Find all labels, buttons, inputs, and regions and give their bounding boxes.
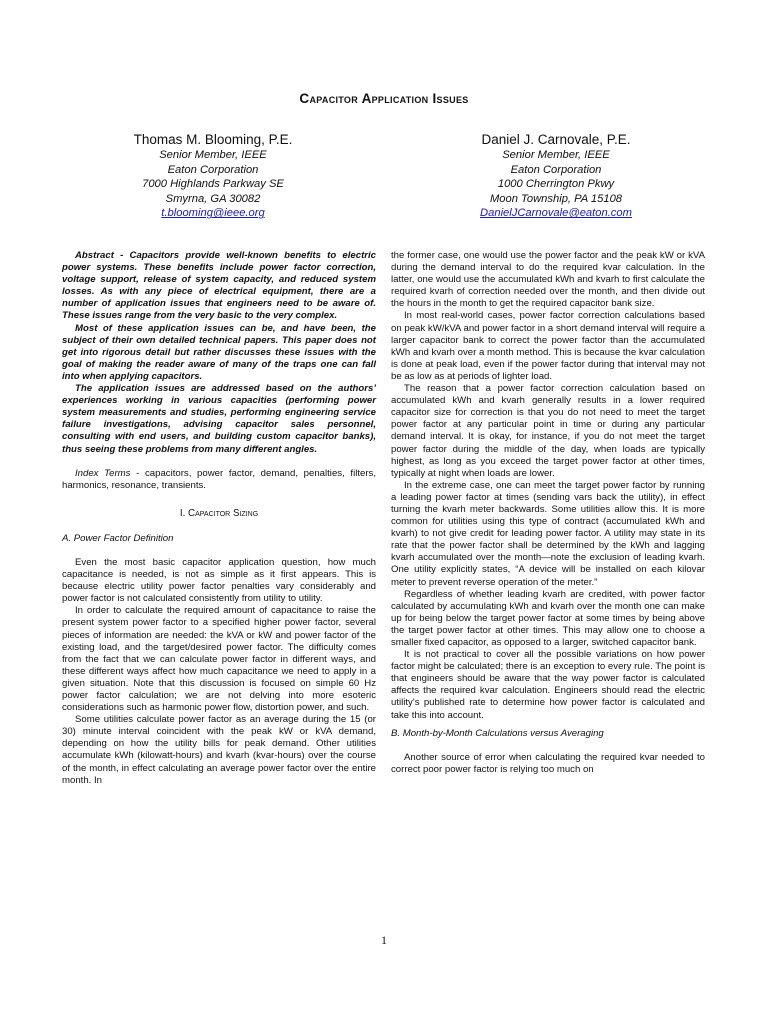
author-affiliation: Eaton Corporation xyxy=(510,163,602,176)
author-name: Thomas M. Blooming, P.E. xyxy=(133,132,293,147)
body-paragraph: In the extreme case, one can meet the target power factor by running a leading power factor at times (sending vars back the utility), in effect turning the kvarh meter backwards. Some utilities allow this. It is more common for utilities using this type of contract (accumulated kWh and kvarh) to not give credit for leading power factor. A utility may state in its rate that the power factor shall be determined by the kWh and lagging kvarh accumulated over the month—note the exclusion of leading kvarh. One utility explicitly states, “A device will be installed on each kilovar meter to prevent reverse operation of the meter.” xyxy=(391,479,705,588)
body-paragraph: In order to calculate the required amount of capacitance to raise the present system power factor to a specified higher power factor, several pieces of information are needed: the kVA or kW and power factor of the existing load, and the target/desired power factor. The difficulty comes from the fact that we can calculate power factor in different ways, and these different ways affect how much capacitance we need to apply in a given situation. Note that this discussion is focused on simple 60 Hz power factor calculation; we are not delving into more esoteric considerations such as harmonic power flow, distortion power, and such. xyxy=(62,605,376,714)
body-paragraph: Some utilities calculate power factor as an average during the 15 (or 30) minute interval coincident with the peak kW or kVA demand, depending on how the utility bills for peak demand. Other utilities accumulate kWh (kilowatt-hours) and kvarh (kvar-hours) over the course of the month, in effect calculating an average power factor over the entire month. In xyxy=(62,714,376,786)
author-address: 7000 Highlands Parkway SE xyxy=(142,178,284,191)
body-paragraph: In most real-world cases, power factor correction calculations based on peak kW/kVA and power factor in a short demand interval will require a larger capacitor bank to correct the power factor than the accumulated kWh and kvarh over a month method. This is because the kvar calculation is done at peak load, even if the power factor during that interval may not be as low as at periods of lighter load. xyxy=(391,310,705,382)
author-address: 1000 Cherrington Pkwy xyxy=(497,178,615,191)
author-email-link[interactable]: DanielJCarnovale@eaton.com xyxy=(480,207,632,220)
subsection-heading: A. Power Factor Definition xyxy=(62,532,174,544)
body-paragraph: It is not practical to cover all the possible variations on how power factor might be calculated; there is an exception to every rule. The point is that engineers should be aware that the way power factor is calculated affects the required kvar calculation. Engineers should read the electric utility's published rate to determine how power factor is calculated and take this into account. xyxy=(391,649,705,721)
author-affiliation: Eaton Corporation xyxy=(167,163,259,176)
author-city: Moon Township, PA 15108 xyxy=(489,192,623,205)
body-paragraph: Regardless of whether leading kvarh are credited, with power factor calculated by accumulating kWh and kvarh over the month one can make up for being below the target power factor at some times by being above the target power factor at other times. This may allow one to choose a smaller fixed capacitor, as opposed to a larger, switched capacitor bank. xyxy=(391,588,705,648)
abstract-paragraph: Most of these application issues can be, and have been, the subject of their own detailed technical papers. This paper does not get into rigorous detail but rather discusses these issues with the goal of making the reader aware of many of the traps one can fall into when applying capacitors. xyxy=(62,322,376,382)
index-terms-label: Index Terms xyxy=(75,467,131,479)
body-paragraph: The reason that a power factor correction calculation based on accumulated kWh and kvarh generally results in a lower required capacitor size for correction is that you do not need to meet the target power factor at any particular point in time or during any particular demand interval. It is okay, for instance, if you do not meet the target power factor during the middle of the day, when loads are typically highest, as long as you exceed the target power factor at other times, typically at night when loads are lower. xyxy=(391,383,705,479)
author-block-2 xyxy=(406,131,706,221)
body-paragraph: Another source of error when calculating the required kvar needed to correct poor power factor is relying too much on xyxy=(391,751,705,775)
paper-title: Capacitor Application Issues xyxy=(299,91,469,106)
author-membership: Senior Member, IEEE xyxy=(159,149,267,161)
body-paragraph: Even the most basic capacitor application question, how much capacitance is needed, is not as simple as it first appears. This is because electric utility power factor penalties vary considerably and power factor is not calculated consistently from utility to utility. xyxy=(62,556,376,605)
abstract-paragraph: - Capacitors provide well-known benefits to electric power systems. These benefits include power factor correction, voltage support, release of system capacity, and reduced system losses. As with any piece of electrical equipment, there are a number of application issues that engineers need to be aware of. These issues range from the very basic to the very complex. xyxy=(62,250,376,322)
subsection-heading: B. Month-by-Month Calculations versus Averaging xyxy=(391,727,604,739)
abstract-label: Abstract xyxy=(75,250,114,261)
author-block-1 xyxy=(63,131,363,221)
abstract-paragraph: The application issues are addressed based on the authors’ experiences working in various capacities (performing power system measurements and studies, performing engineering service failure investigations, advising capacitor sales personnel, consulting with end users, and building custom capacitor banks), thus seeing these problems from many different angles. xyxy=(62,383,376,455)
author-membership: Senior Member, IEEE xyxy=(502,149,610,161)
author-email-link[interactable]: t.blooming@ieee.org xyxy=(161,207,265,220)
section-heading: I. Capacitor Sizing xyxy=(179,507,259,519)
author-name: Daniel J. Carnovale, P.E. xyxy=(481,132,631,147)
left-column xyxy=(62,250,376,787)
abstract xyxy=(62,250,376,456)
body-paragraph: the former case, one would use the power factor and the peak kW or kVA during the demand interval to do the required kvar calculation. In the latter, one would use the accumulated kWh and kvarh to first calculate the required kvarh of correction needed over the month, and then divide out the hours in the month to get the required capacitor bank size. xyxy=(391,250,705,310)
right-column xyxy=(391,250,705,776)
index-terms-text: - capacitors, power factor, demand, penalties, filters, harmonics, resonance, transients. xyxy=(62,467,377,491)
page-number: 1 xyxy=(381,933,387,947)
index-terms xyxy=(62,468,376,492)
author-city: Smyrna, GA 30082 xyxy=(165,192,261,205)
